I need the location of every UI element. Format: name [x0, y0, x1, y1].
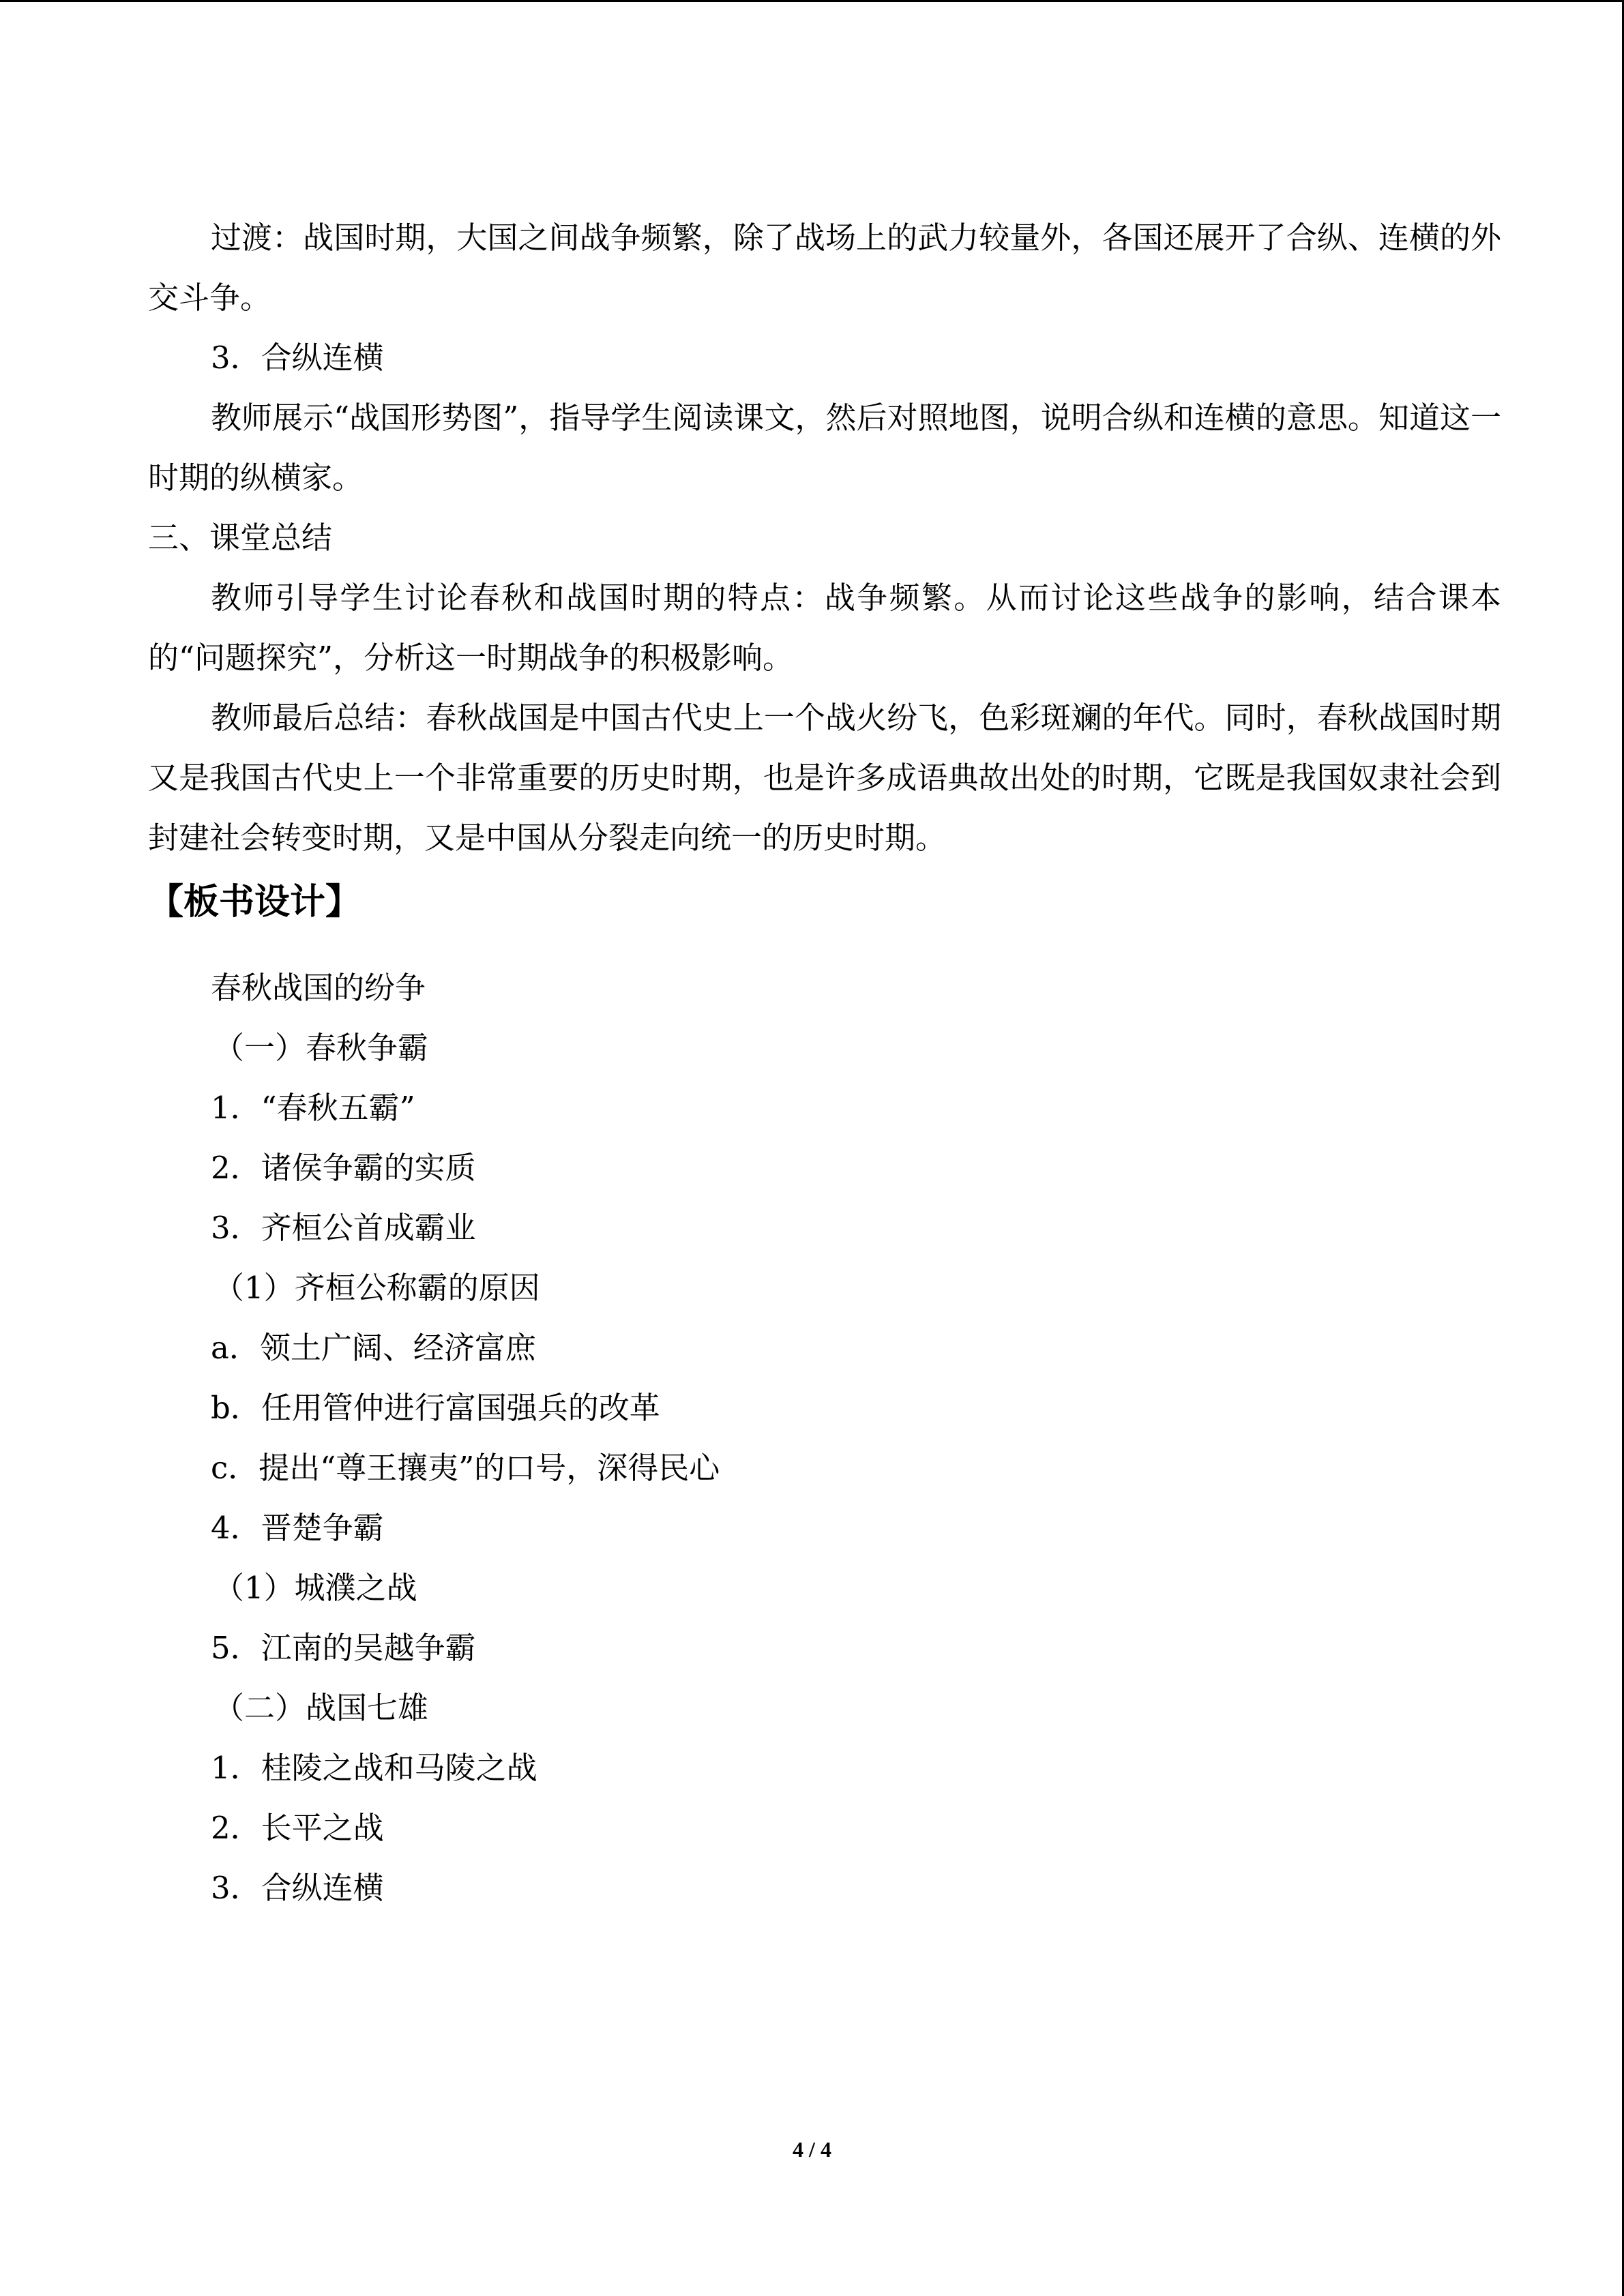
- board-item: （1）齐桓公称霸的原因: [213, 1270, 540, 1306]
- transition-paragraph: 过渡：战国时期，大国之间战争频繁，除了战场上的武力较量外，各国还展开了合纵、连横的外交斗争。: [148, 220, 1501, 316]
- board-item: b．任用管仲进行富国强兵的改革: [211, 1390, 660, 1426]
- teacher-map-paragraph: 教师展示“战国形势图”，指导学生阅读课文，然后对照地图，说明合纵和连横的意思。知道这一时期的纵横家。: [148, 400, 1501, 496]
- section-heading-summary: 三、课堂总结: [148, 520, 333, 556]
- board-item: 1．“春秋五霸”: [211, 1090, 415, 1126]
- board-item: 春秋战国的纷争: [211, 970, 426, 1006]
- subheading-hezong-lianheng: 3．合纵连横: [211, 340, 384, 376]
- board-item: 4．晋楚争霸: [211, 1510, 384, 1546]
- board-item: （1）城濮之战: [213, 1570, 417, 1606]
- page-top-border: [0, 0, 1624, 2]
- board-item: c．提出“尊王攘夷”的口号，深得民心: [211, 1450, 720, 1486]
- board-design-title: 【板书设计】: [148, 882, 361, 923]
- board-item: 3．合纵连横: [211, 1870, 384, 1906]
- board-item: a．领土广阔、经济富庶: [211, 1330, 536, 1366]
- board-item: （二）战国七雄: [213, 1690, 429, 1726]
- board-item: 3．齐桓公首成霸业: [211, 1210, 476, 1246]
- document-body: [148, 208, 1501, 1918]
- board-item: 2．长平之战: [211, 1810, 384, 1846]
- board-item: （一）春秋争霸: [213, 1030, 429, 1066]
- board-item: 5．江南的吴越争霸: [211, 1630, 476, 1666]
- board-item: 2．诸侯争霸的实质: [211, 1150, 476, 1186]
- board-design-list: [148, 958, 1501, 1918]
- summary-paragraph-discussion: 教师引导学生讨论春秋和战国时期的特点：战争频繁。从而讨论这些战争的影响，结合课本的“问题探究”，分析这一时期战争的积极影响。: [148, 580, 1501, 676]
- summary-paragraph-conclusion: 教师最后总结：春秋战国是中国古代史上一个战火纷飞，色彩斑斓的年代。同时，春秋战国时期又是我国古代史上一个非常重要的历史时期，也是许多成语典故出处的时期，它既是我国奴隶社会到封建社会转变时期，又是中国从分裂走向统一的历史时期。: [148, 700, 1501, 856]
- page-number: 4 / 4: [793, 2137, 831, 2162]
- board-item: 1．桂陵之战和马陵之战: [211, 1750, 537, 1786]
